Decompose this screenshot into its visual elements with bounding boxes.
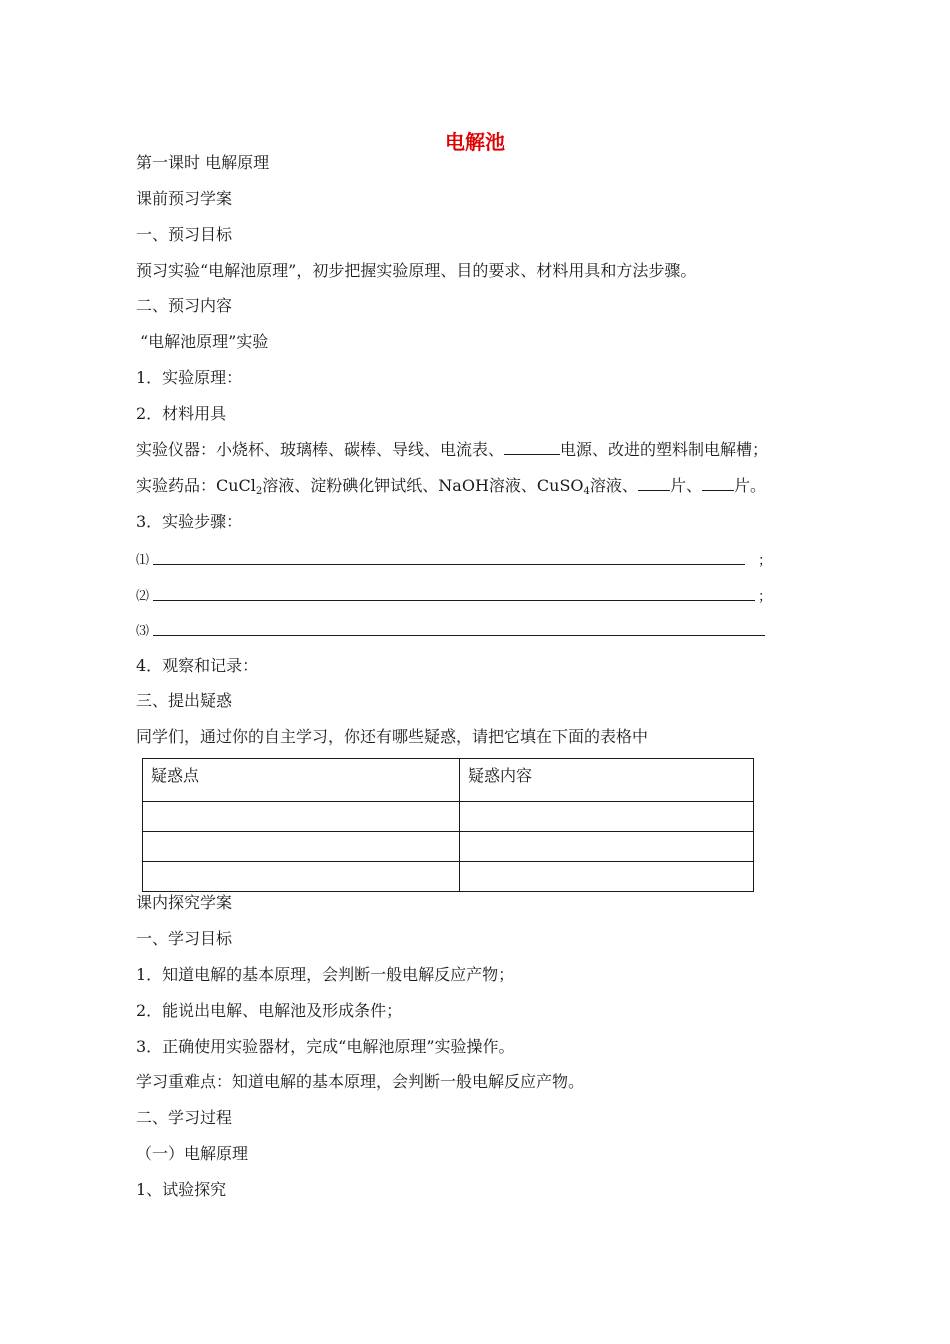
step-line-3: [136, 620, 776, 640]
instruments-text-before: 实验仪器：小烧杯、玻璃棒、碳棒、导线、电流表、: [136, 440, 505, 459]
reagents-text-d: 片、: [669, 476, 702, 495]
inclass-goal-2: 2．能说出电解、电解池及形成条件；: [136, 1001, 403, 1020]
table-header-doubt-content: 疑惑内容: [460, 759, 754, 802]
key-points: 学习重难点：知道电解的基本原理，会判断一般电解反应产物。: [136, 1072, 585, 1091]
reagent-blank-2[interactable]: [702, 476, 734, 491]
preview-heading: 课前预习学案: [136, 189, 233, 208]
section-electrolysis-principle: （一）电解原理: [136, 1144, 249, 1163]
table-cell[interactable]: [143, 802, 460, 832]
preview-goal-heading: 一、预习目标: [136, 225, 233, 244]
inclass-goal-heading: 一、学习目标: [136, 929, 233, 948]
item-principle: 1．实验原理：: [136, 368, 243, 387]
inclass-heading: 课内探究学案: [136, 893, 233, 912]
table-row: [143, 862, 754, 892]
table-cell[interactable]: [460, 862, 754, 892]
reagents-line: [136, 476, 766, 499]
step-answer-line-2[interactable]: [153, 600, 755, 601]
table-cell[interactable]: [460, 802, 754, 832]
step-number-1: ⑴: [136, 553, 150, 568]
step-answer-line-3[interactable]: [153, 635, 765, 636]
process-heading: 二、学习过程: [136, 1108, 233, 1127]
step-end-1: ；: [758, 553, 772, 569]
item-observe: 4．观察和记录：: [136, 656, 259, 675]
step-line-1: [136, 549, 776, 569]
instruments-text-after: 电源、改进的塑料制电解槽；: [560, 440, 769, 459]
table-cell[interactable]: [143, 832, 460, 862]
instruments-line: [136, 440, 768, 460]
reagent-blank-1[interactable]: [638, 476, 670, 491]
experiment-title: “电解池原理”实验: [140, 332, 269, 351]
lesson-heading: 第一课时 电解原理: [136, 153, 270, 172]
preview-goal-text: 预习实验“电解池原理”，初步把握实验原理、目的要求、材料用具和方法步骤。: [136, 261, 697, 280]
table-cell[interactable]: [460, 832, 754, 862]
item-materials: 2．材料用具: [136, 404, 227, 423]
table-row: [143, 802, 754, 832]
step-end-2: ；: [758, 589, 772, 605]
preview-content-heading: 二、预习内容: [136, 296, 233, 315]
inclass-goal-3: 3．正确使用实验器材，完成“电解池原理”实验操作。: [136, 1037, 515, 1056]
reagents-subscript-2: 2: [255, 486, 263, 497]
step-answer-line-1[interactable]: [153, 564, 745, 565]
table-row: [143, 832, 754, 862]
doubt-table: [142, 758, 754, 892]
table-header-row: [143, 759, 754, 802]
reagents-text-c: 溶液、: [589, 476, 638, 495]
reagents-text-a: 实验药品：CuCl: [136, 476, 256, 495]
reagents-text-e: 片。: [733, 476, 766, 495]
step-number-2: ⑵: [136, 589, 150, 604]
reagents-text-b: 溶液、淀粉碘化钾试纸、NaOH溶液、CuSO: [262, 476, 584, 495]
table-cell[interactable]: [143, 862, 460, 892]
doubt-text: 同学们，通过你的自主学习，你还有哪些疑惑，请把它填在下面的表格中: [136, 727, 649, 746]
reagents-subscript-4: 4: [583, 486, 590, 497]
table-header-doubt-point: 疑惑点: [143, 759, 460, 802]
step-number-3: ⑶: [136, 624, 150, 639]
step-line-2: [136, 585, 776, 605]
doubt-heading: 三、提出疑惑: [136, 691, 233, 710]
item-steps: 3．实验步骤：: [136, 512, 243, 531]
instrument-blank[interactable]: [504, 440, 560, 455]
document-title: 电解池: [445, 130, 505, 154]
sub-experiment: 1、试验探究: [136, 1180, 227, 1199]
inclass-goal-1: 1．知道电解的基本原理，会判断一般电解反应产物；: [136, 965, 515, 984]
